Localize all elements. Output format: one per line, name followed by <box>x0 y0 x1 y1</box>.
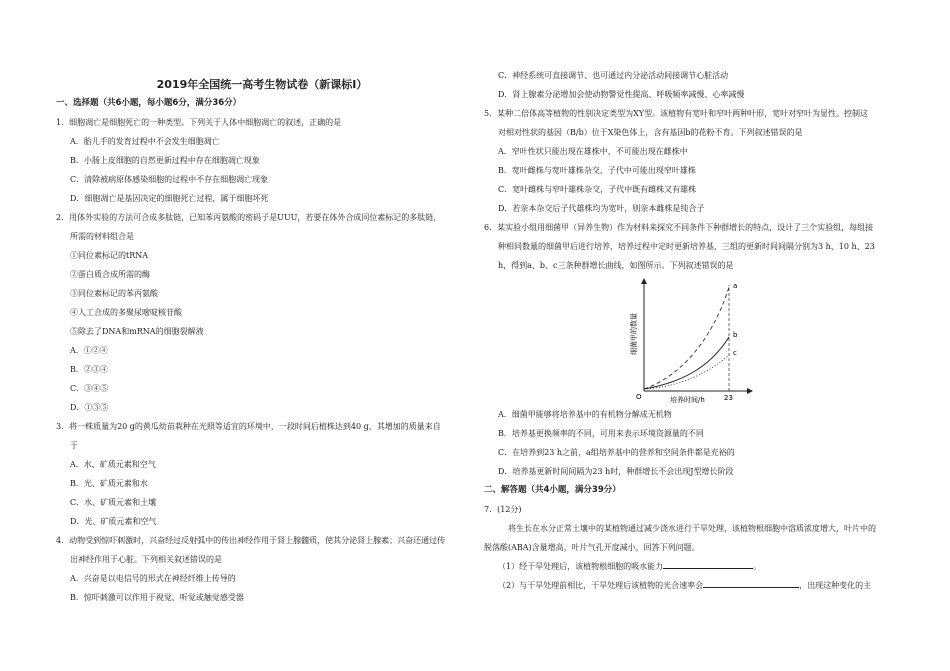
q4-option-a: A．兴奋是以电信号的形式在神经纤维上传导的 <box>70 574 236 583</box>
growth-curve-chart <box>484 275 896 405</box>
q5-stem: 5．某种二倍体高等植物的性别决定类型为XY型。该植物有宽叶和窄叶两种叶形，宽叶对窄叶为显性。控制这 <box>484 109 869 118</box>
q4-option-b: B．惊吓刺激可以作用于视觉、听觉或触觉感受器 <box>70 593 244 602</box>
series-label-a: a <box>733 282 738 290</box>
q2-item-4: ④人工合成的多聚尿嘧啶核苷酸 <box>70 308 182 317</box>
curve-b <box>644 337 729 389</box>
q6-stem-cont: 种相同数量的细菌甲后进行培养，培养过程中定时更新培养基，三组的更新时间间隔分别为3 h、10 h、23 <box>498 242 875 251</box>
answer-blank-1[interactable] <box>663 559 753 569</box>
q6-stem: 6．某实验小组用细菌甲（异养生物）作为材料来探究不同条件下种群增长的特点，设计了三个实验组，每组接 <box>484 223 874 232</box>
q2-item-2: ②蛋白质合成所需的酶 <box>70 270 150 279</box>
q2-stem: 2．用体外实验的方法可合成多肽链，已知苯丙氨酸的密码子是UUU，若要在体外合成同位素标记的多肽链， <box>56 213 442 222</box>
q2-option-c: C．③④⑤ <box>70 384 109 393</box>
section-2-heading: 二、解答题（共4小题，满分39分） <box>484 485 621 495</box>
q1-option-a: A．胎儿手的发育过程中不会发生细胞凋亡 <box>70 137 220 146</box>
origin-label: O <box>636 393 642 401</box>
q7-sub-1-text: （1）经干旱处理后，该植物根细胞的吸水能力 <box>498 562 664 571</box>
growth-curve-figure <box>484 275 896 405</box>
q7-paragraph-2: 脱落酸(ABA)含量增高，叶片气孔开度减小，回答下列问题。 <box>484 543 700 552</box>
q5-stem-cont: 对相对性状的基因（B/b）位于X染色体上，含有基因b的花粉不育。下列叙述错误的是 <box>498 128 803 137</box>
q4-option-d: D．肾上腺素分泌增加会使动物警觉性提高、呼吸频率减慢、心率减慢 <box>498 90 745 99</box>
q1-option-b: B．小肠上皮细胞的自然更新过程中存在细胞凋亡现象 <box>70 156 260 165</box>
series-label-c: c <box>733 349 737 357</box>
q5-option-d: D．若亲本杂交后子代雄株均为宽叶，则亲本雌株是纯合子 <box>498 204 705 213</box>
section-1-heading: 一、选择题（共6小题，每小题6分，满分36分） <box>56 98 242 108</box>
q7-sub-2-text: （2）与干旱处理前相比，干旱处理后该植物的光合速率会 <box>498 581 704 590</box>
y-axis-label: 细菌甲的数量 <box>630 313 638 355</box>
series-label-b: b <box>733 331 738 339</box>
q7-sub-1-end: 。 <box>753 562 762 571</box>
q3-stem: 3．将一株质量为20 g的黄瓜幼苗栽种在光照等适宜的环境中，一段时间后植株达到40 g，其增加的质量来自 <box>56 422 441 431</box>
q1-option-c: C．清除被病原体感染细胞的过程中不存在细胞凋亡现象 <box>70 175 269 184</box>
curve-c <box>644 355 729 389</box>
q2-item-3: ③同位素标记的苯丙氨酸 <box>70 289 158 298</box>
q7-sub-2-end: ，出现这种变化的主 <box>799 581 872 590</box>
q3-option-c: C．水、矿质元素和土壤 <box>70 498 157 507</box>
q6-option-c: C．在培养到23 h之前，a组培养基中的营养和空间条件都是充裕的 <box>498 448 735 457</box>
q7-sub-1 <box>484 557 896 576</box>
q1-option-d: D．细胞凋亡是基因决定的细胞死亡过程，属于细胞坏死 <box>70 194 269 203</box>
q2-item-1: ①同位素标记的tRNA <box>70 251 149 260</box>
q2-stem-cont: 所需的材料组合是 <box>70 232 134 241</box>
q5-option-c: C．宽叶雌株与窄叶雄株杂交，子代中既有雌株又有雄株 <box>498 185 697 194</box>
left-column <box>56 0 468 607</box>
q4-option-c: C．神经系统可直接调节、也可通过内分泌活动间接调节心脏活动 <box>498 71 729 80</box>
q2-option-d: D．①③⑤ <box>70 403 109 412</box>
q4-stem: 4．动物受到惊吓刺激时，兴奋经过反射弧中的传出神经作用于肾上腺髓质，使其分泌肾上腺素；兴奋还通过传 <box>56 536 446 545</box>
q3-option-d: D．光、矿质元素和空气 <box>70 517 157 526</box>
x-axis-label: 培养时间/h <box>670 396 705 404</box>
q7-paragraph-1: 将生长在水分正常土壤中的某植物通过减少浇水进行干旱处理，该植物根细胞中溶质浓度增大，叶片中的 <box>508 524 876 533</box>
q6-option-a: A．细菌甲能够将培养基中的有机物分解成无机物 <box>498 410 672 419</box>
q5-option-a: A．窄叶性状只能出现在雄株中，不可能出现在雌株中 <box>498 147 688 156</box>
q6-option-d: D．培养基更新时间间隔为23 h时，种群增长不会出现J型增长阶段 <box>498 467 734 476</box>
x-tick-23: 23 <box>724 394 733 402</box>
q1-stem: 1．细胞凋亡是细胞死亡的一种类型。下列关于人体中细胞凋亡的叙述，正确的是 <box>56 118 342 127</box>
q2-item-5: ⑤除去了DNA和mRNA的细胞裂解液 <box>70 327 204 336</box>
right-column <box>484 0 896 595</box>
q6-stem-cont-2: h，得到a、b、c三条种群增长曲线，如图所示。下列叙述错误的是 <box>498 261 734 270</box>
q5-option-b: B．宽叶雌株与宽叶雄株杂交，子代中可能出现窄叶雄株 <box>498 166 696 175</box>
q4-stem-cont: 出神经作用于心脏。下列相关叙述错误的是 <box>70 555 222 564</box>
exam-title: 2019年全国统一高考生物试卷（新课标Ⅰ） <box>156 78 368 91</box>
q6-option-b: B．培养基更换频率的不同，可用来表示环境资源量的不同 <box>498 429 704 438</box>
q3-stem-cont: 于 <box>70 441 78 450</box>
curve-a <box>644 287 729 389</box>
q7-sub-2 <box>484 576 896 595</box>
q7-number: 7．(12分) <box>484 505 522 514</box>
q2-option-b: B．②③④ <box>70 365 108 374</box>
q3-option-a: A．水、矿质元素和空气 <box>70 460 156 469</box>
answer-blank-2[interactable] <box>703 578 799 588</box>
q2-option-a: A．①②④ <box>70 346 108 355</box>
q3-option-b: B．光、矿质元素和水 <box>70 479 148 488</box>
